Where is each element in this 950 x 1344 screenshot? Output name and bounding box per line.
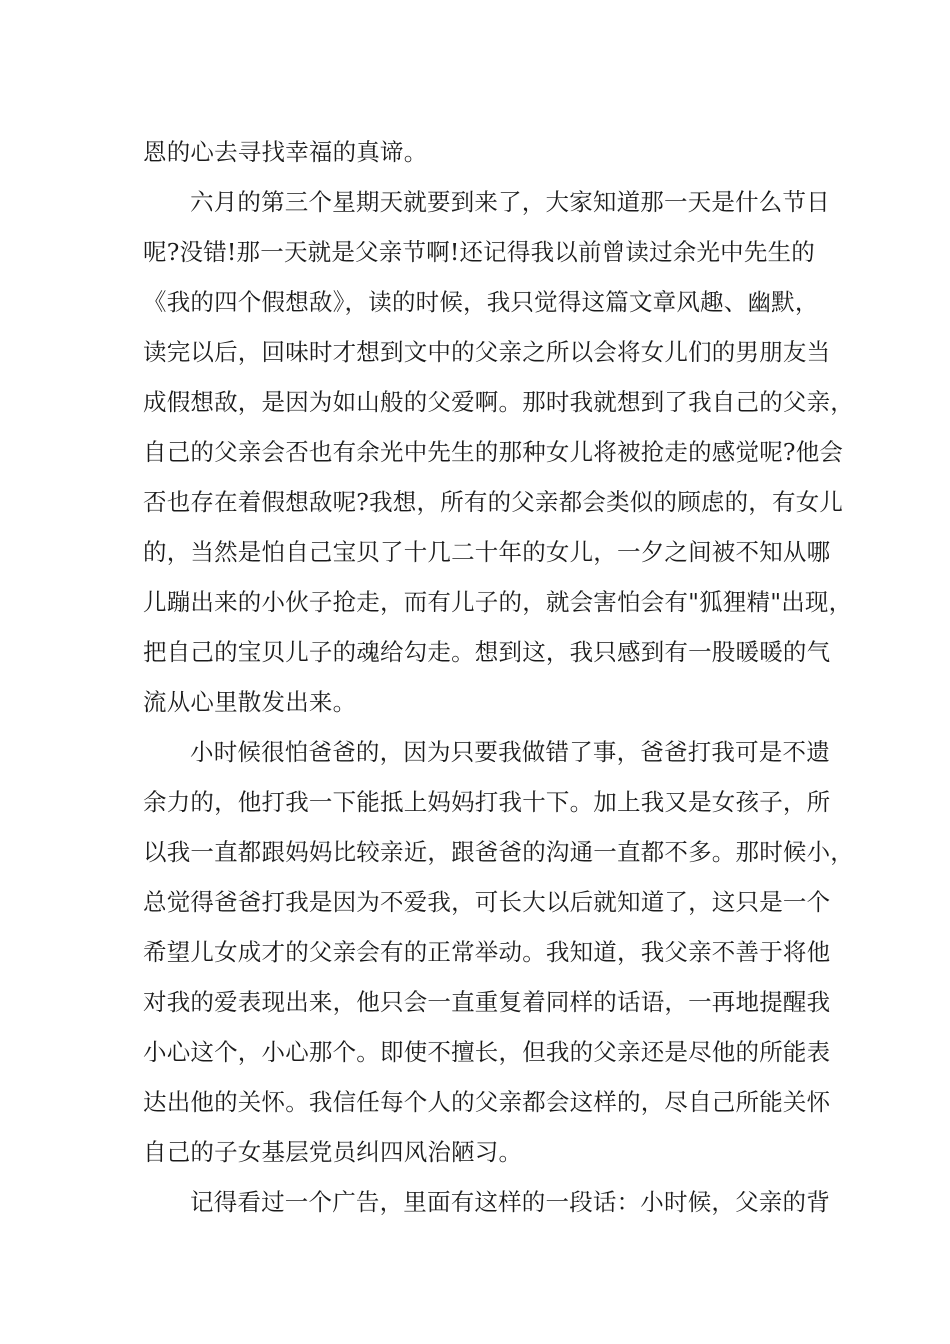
text-line: 读完以后，回味时才想到文中的父亲之所以会将女儿们的男朋友当 [143,338,831,366]
text-line: 的，当然是怕自己宝贝了十几二十年的女儿，一夕之间被不知从哪 [143,538,831,566]
text-line: 流从心里散发出来。 [143,688,357,716]
text-line: 呢?没错!那一天就是父亲节啊!还记得我以前曾读过余光中先生的 [143,238,815,266]
text-line: 自己的父亲会否也有余光中先生的那种女儿将被抢走的感觉呢?他会 [143,438,844,466]
text-line: 儿蹦出来的小伙子抢走，而有儿子的，就会害怕会有"狐狸精"出现， [143,588,853,616]
text-line: 总觉得爸爸打我是因为不爱我，可长大以后就知道了，这只是一个 [143,888,831,916]
text-line: 成假想敌，是因为如山般的父爱啊。那时我就想到了我自己的父亲， [143,388,854,416]
text-line: 自己的子女基层党员纠四风治陋习。 [143,1138,523,1166]
text-line: 达出他的关怀。我信任每个人的父亲都会这样的，尽自己所能关怀 [143,1088,831,1116]
text-line: 小心这个，小心那个。即使不擅长，但我的父亲还是尽他的所能表 [143,1038,831,1066]
text-line: 恩的心去寻找幸福的真谛。 [143,138,428,166]
text-line: 希望儿女成才的父亲会有的正常举动。我知道，我父亲不善于将他 [143,938,831,966]
paragraph-first-line: 记得看过一个广告，里面有这样的一段话：小时候，父亲的背 [190,1188,830,1216]
text-line: 对我的爱表现出来，他只会一直重复着同样的话语，一再地提醒我 [143,988,831,1016]
text-line: 《我的四个假想敌》，读的时候，我只觉得这篇文章风趣、幽默， [143,288,819,316]
text-line: 否也存在着假想敌呢?我想，所有的父亲都会类似的顾虑的，有女儿 [143,488,844,516]
text-line: 以我一直都跟妈妈比较亲近，跟爸爸的沟通一直都不多。那时候小， [143,838,854,866]
text-line: 余力的，他打我一下能抵上妈妈打我十下。加上我又是女孩子，所 [143,788,831,816]
paragraph-first-line: 小时候很怕爸爸的，因为只要我做错了事，爸爸打我可是不遗 [190,738,830,766]
text-line: 把自己的宝贝儿子的魂给勾走。想到这，我只感到有一股暖暖的气 [143,638,831,666]
paragraph-first-line: 六月的第三个星期天就要到来了，大家知道那一天是什么节日 [190,188,830,216]
